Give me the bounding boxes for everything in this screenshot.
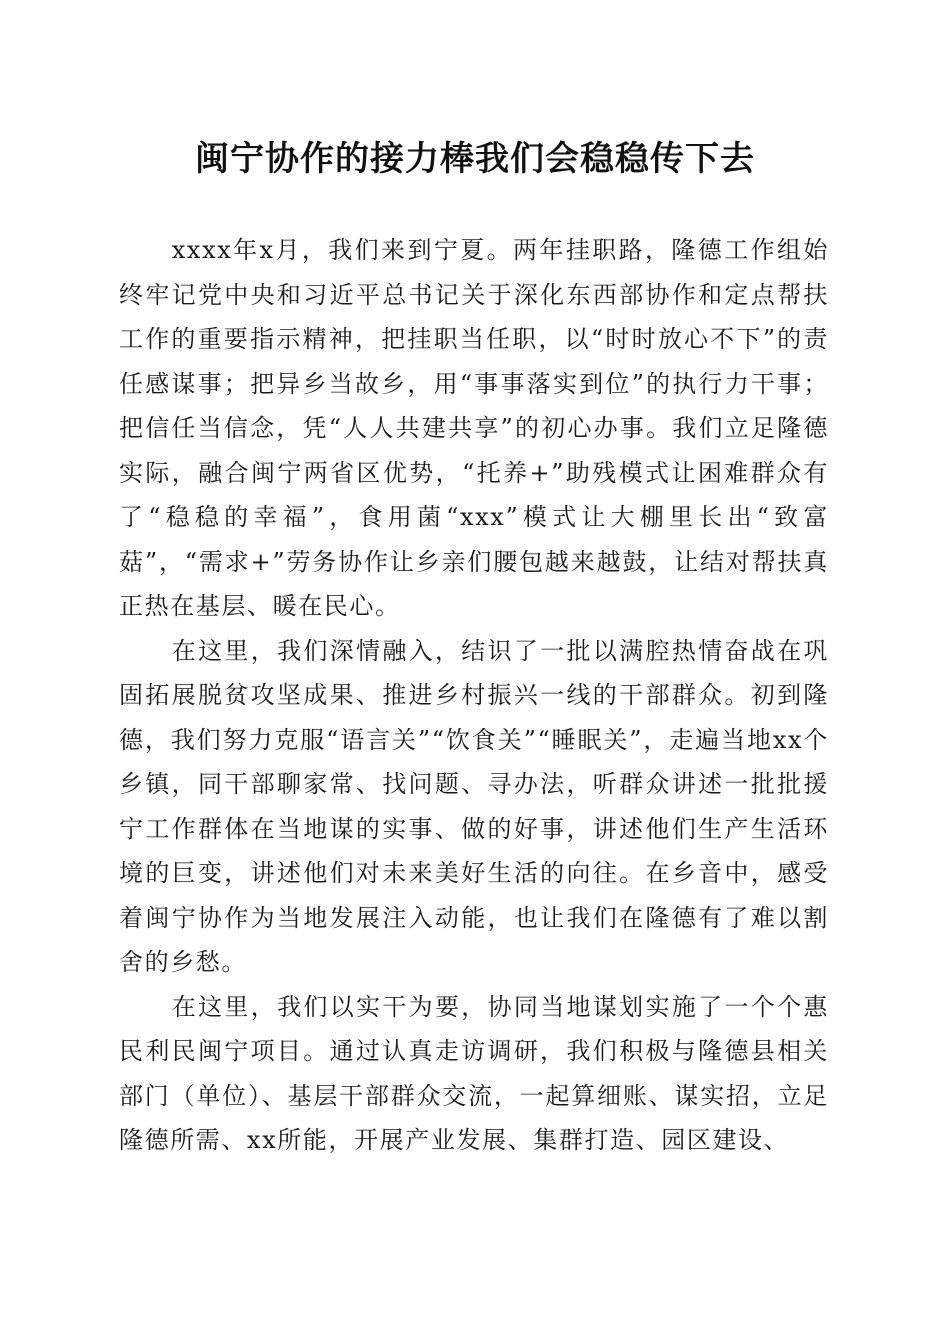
document-body [119, 228, 829, 1163]
paragraph-3: 在这里，我们以实干为要，协同当地谋划实施了一个个惠民利民闽宁项目。通过认真走访调研，我们积极与隆德县相关部门（单位）、基层干部群众交流，一起算细账、谋实招，立足隆德所需、xx所能，开展产业发展、集群打造、园区建设、 [119, 992, 829, 1154]
document-title: 闽宁协作的接力棒我们会稳稳传下去 [195, 139, 755, 179]
paragraph-2: 在这里，我们深情融入，结识了一批以满腔热情奋战在巩固拓展脱贫攻坚成果、推进乡村振兴一线的干部群众。初到隆德，我们努力克服“语言关”“饮食关”“睡眠关”，走遍当地xx个乡镇，同干部聊家常、找问题、寻办法，听群众讲述一批批援宁工作群体在当地谋的实事、做的好事，讲述他们生产生活环境的巨变，讲述他们对未来美好生活的向往。在乡音中，感受着闽宁协作为当地发展注入动能，也让我们在隆德有了难以割舍的乡愁。 [119, 636, 829, 976]
paragraph-1: xxxx年x月，我们来到宁夏。两年挂职路，隆德工作组始终牢记党中央和习近平总书记关于深化东西部协作和定点帮扶工作的重要指示精神，把挂职当任职，以“时时放心不下”的责任感谋事；把异乡当故乡，用“事事落实到位”的执行力干事；把信任当信念，凭“人人共建共享”的初心办事。我们立足隆德实际，融合闽宁两省区优势，“托养+”助残模式让困难群众有了“稳稳的幸福”，食用菌“xxx”模式让大棚里长出“致富菇”，“需求+”劳务协作让乡亲们腰包越来越鼓，让结对帮扶真正热在基层、暖在民心。 [119, 236, 829, 620]
